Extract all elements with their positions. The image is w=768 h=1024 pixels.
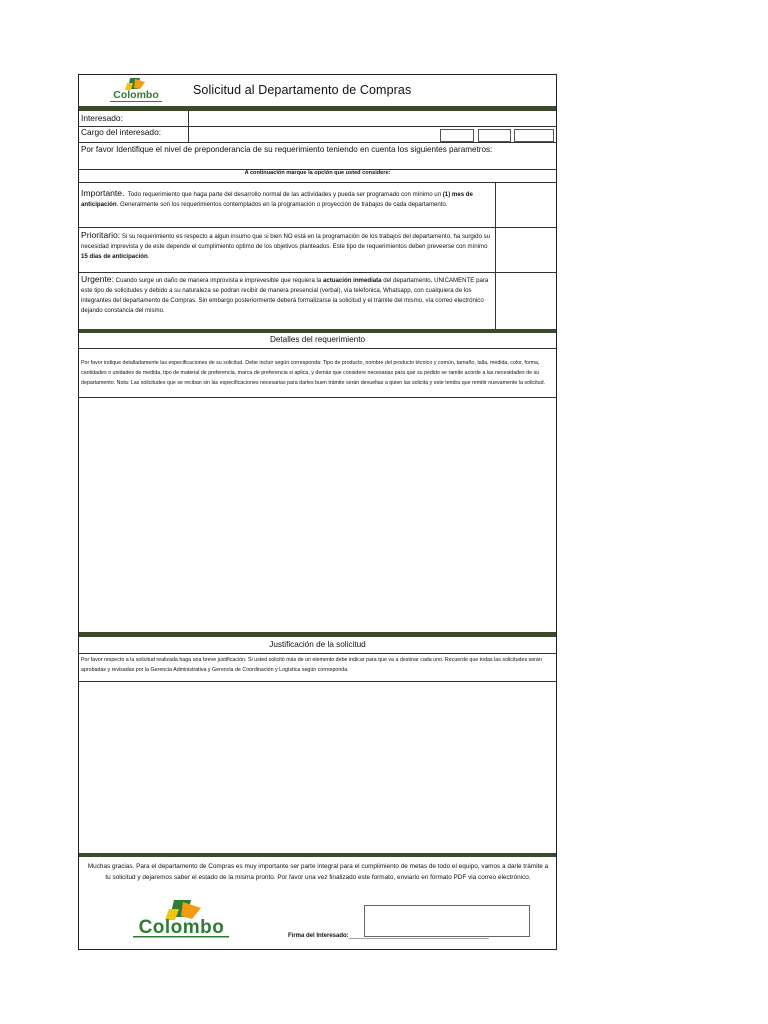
details-bar xyxy=(79,329,556,333)
divider xyxy=(79,653,556,654)
justification-input-area[interactable] xyxy=(79,682,556,853)
divider xyxy=(79,142,556,143)
purchase-request-form xyxy=(78,74,557,950)
option-prioritario-checkbox[interactable] xyxy=(496,228,557,272)
date-day-box[interactable] xyxy=(440,129,474,142)
colombo-logo-small xyxy=(107,77,163,105)
option-importante: Importante. Todo requerimiento que haga parte del desarrollo normal de las actividades y pueda ser programado con mínimo un (1) mes de anticipación. Generalmente son los requerimientos contemplados en la programación o proyección de trabajos de cada departamento. xyxy=(81,188,473,209)
justification-instructions: Por favor respecto a la solicitud realizada haga una breve justificación. Si usted solicitó más de un elemento debe indicar para que va a destinar cada uno. Recuerde que todas las solicitudes serán aprobadas y revisadas por la Gerencia Administrativa y Gerencia de Coordinación y Logística según corresponda. xyxy=(81,657,542,673)
divider xyxy=(79,348,556,349)
option-prioritario: Prioritario: Si su requerimiento es respecto a algun insumo que si bien NO está en la programación de los trabajos del departamento, ha surgido su necesidad imprevista y de este depende el cumplimiento optimo de los objetivos planteados. Este tipo de requerimientos deben preveerse con mínimo 15 días de anticipación. xyxy=(81,230,491,261)
justification-bar xyxy=(79,632,556,637)
option-urgente: Urgente: Cuando surge un daño de manera improvista e imprevesible que requiera la actuación inmediata del departamento, UNICAMENTE para este tipo de solicitudes y debido a su naturaleza se podran recibir de manera presencial (verbal), vía telefonica, Whatsapp, con cualquiera de los integrantes del departamento de Compras. Sin embargo posteriormente deberá formalizarse la solicitud y el trámite del mismo, vía correo electrónico dejando constancia del mismo. xyxy=(81,274,489,315)
signature-label: Firma del Interesado:__________________________________________ xyxy=(288,933,489,939)
logo-tagline-rule xyxy=(110,101,162,102)
cargo-field[interactable] xyxy=(189,127,439,141)
cargo-label: Cargo del interesado: xyxy=(81,127,162,137)
option-importante-title: Importante. xyxy=(81,188,125,198)
priority-intro: Por favor Identifique el nivel de preponderancia de su requerimiento teniendo en cuenta los siguientes parametros: xyxy=(81,145,493,154)
interesado-field[interactable] xyxy=(189,112,557,125)
header-divider-bar xyxy=(79,106,556,111)
date-month-box[interactable] xyxy=(478,129,511,142)
logo-text: Colombo xyxy=(113,89,159,101)
details-heading: Detalles del requerimiento xyxy=(269,335,366,344)
form-title: Solicitud al Departamento de Compras xyxy=(193,83,412,97)
logo-large-text: Colombo xyxy=(138,917,225,938)
divider xyxy=(79,272,556,273)
date-year-box[interactable] xyxy=(514,129,554,142)
details-input-area[interactable] xyxy=(79,398,556,631)
interesado-label: Interesado: xyxy=(81,113,123,123)
option-importante-checkbox[interactable] xyxy=(496,183,557,226)
option-prioritario-title: Prioritario: xyxy=(81,230,121,240)
mark-prompt: A continuación marque la opción que usted considere: xyxy=(244,170,391,176)
divider xyxy=(79,182,556,183)
colombo-logo-large xyxy=(129,897,234,943)
thanks-message: Muchas gracias. Para el departamento de Compras es muy importante ser parte integral para el cumplimiento de metas de todo el equipo, vamos a darle trámite a tu solicitud y dejaremos saber el estado de la misma pronto. Por favor una vez finalizado este formato, enviarlo en formato PDF via correo electrónico. xyxy=(87,863,549,881)
justification-heading: Justificación de la solicitud xyxy=(269,640,366,649)
footer-bar xyxy=(79,853,556,857)
details-instructions: Por favor indique detalladamente las especificaciones de su solicitud. Debe incluir según corresponda: Tipo de producto, nombre del producto técnico y común, tamaño, talla, medida, color, forma, cantidades o unidades de medida, tipo de material de preferencia, marca de preferencia si aplica, y demás que considere necesarias para que su pedido se ramite acorde a las necesidades de su departamento. Nota: Las solicitudes que se reciban sin las especificaciones necesarias para darles buen trámite serán devueltas a quien las solicita y este tendra que remitir nuevamente la solicitud. xyxy=(81,360,546,386)
option-urgente-checkbox[interactable] xyxy=(496,273,557,328)
divider xyxy=(79,227,556,228)
option-urgente-title: Urgente: xyxy=(81,274,114,284)
